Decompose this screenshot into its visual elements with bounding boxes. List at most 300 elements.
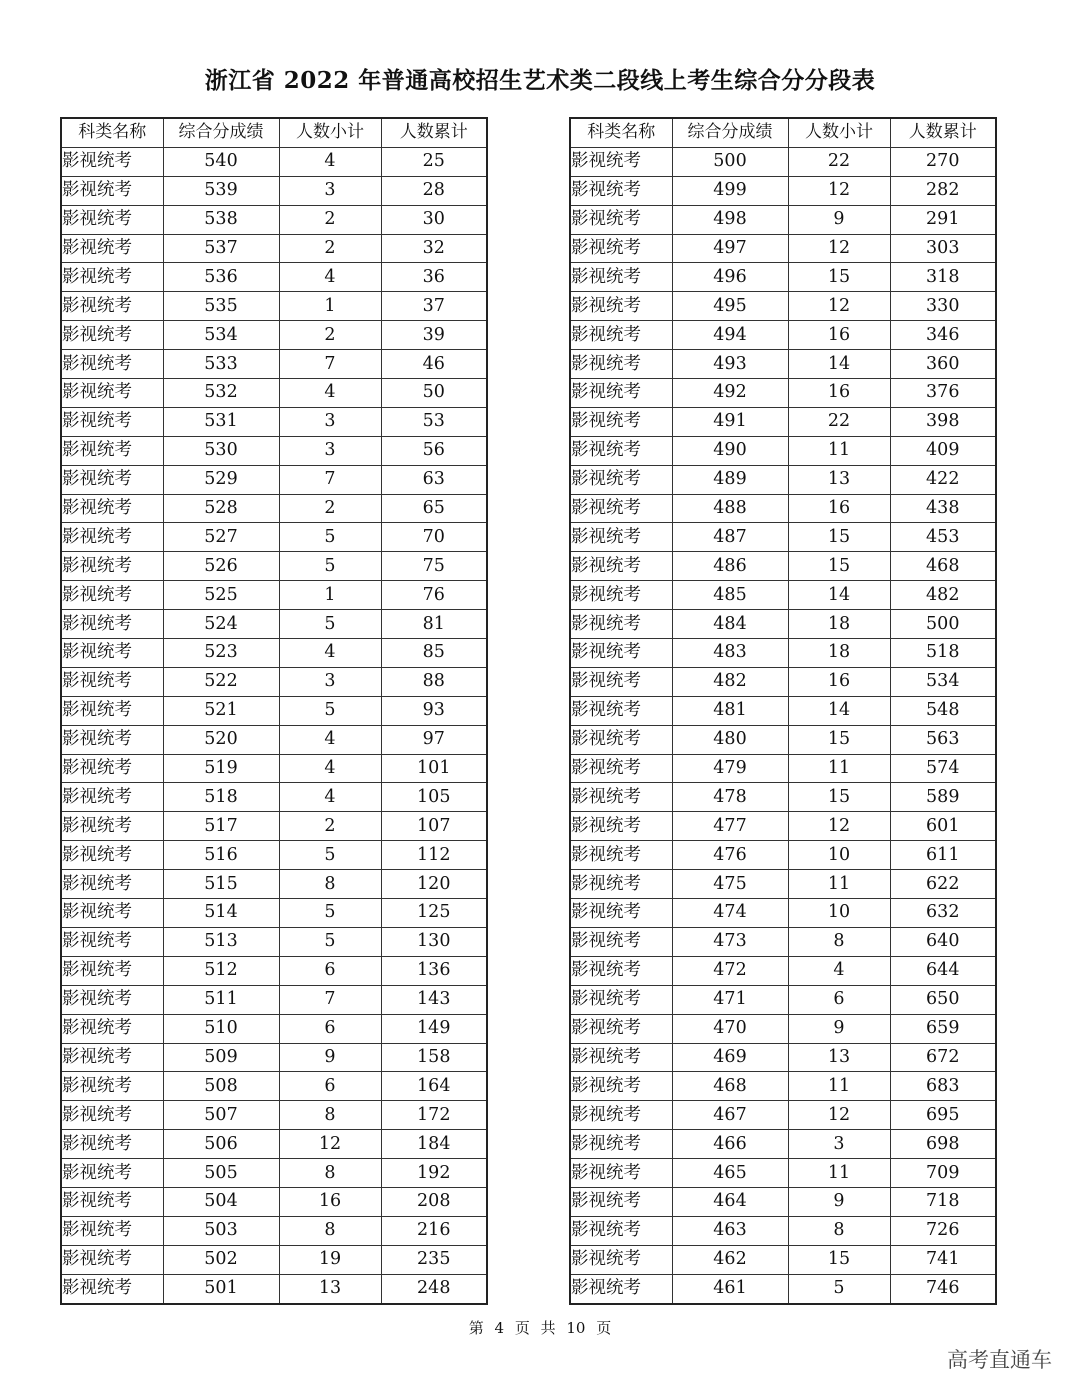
table-row: [61, 985, 487, 1014]
cell-count: 1: [279, 292, 381, 321]
cell-category: 影视统考: [61, 350, 163, 379]
cell-score: 507: [163, 1101, 279, 1130]
table-row: [61, 176, 487, 205]
cell-category: 影视统考: [570, 667, 672, 696]
cell-count: 1: [279, 581, 381, 610]
cell-cumulative: 93: [381, 696, 487, 725]
cell-category: 影视统考: [61, 927, 163, 956]
cell-category: 影视统考: [570, 783, 672, 812]
cell-category: 影视统考: [570, 205, 672, 234]
cell-count: 3: [279, 407, 381, 436]
cell-count: 5: [279, 552, 381, 581]
cell-count: 15: [788, 263, 890, 292]
cell-category: 影视统考: [61, 841, 163, 870]
cell-category: 影视统考: [61, 1101, 163, 1130]
cell-score: 486: [672, 552, 788, 581]
cell-score: 495: [672, 292, 788, 321]
cell-score: 462: [672, 1245, 788, 1274]
cell-score: 503: [163, 1216, 279, 1245]
cell-cumulative: 192: [381, 1159, 487, 1188]
score-table-left-body: [61, 147, 487, 1303]
score-table-right: [569, 117, 997, 1305]
cell-score: 518: [163, 783, 279, 812]
cell-category: 影视统考: [570, 754, 672, 783]
cell-cumulative: 376: [890, 379, 996, 408]
cell-cumulative: 611: [890, 841, 996, 870]
cell-count: 2: [279, 494, 381, 523]
cell-score: 473: [672, 927, 788, 956]
cell-count: 9: [788, 205, 890, 234]
cell-score: 475: [672, 870, 788, 899]
table-row: [570, 1159, 996, 1188]
cell-cumulative: 63: [381, 465, 487, 494]
table-row: [570, 581, 996, 610]
cell-count: 15: [788, 1245, 890, 1274]
cell-score: 496: [672, 263, 788, 292]
cell-cumulative: 659: [890, 1014, 996, 1043]
cell-category: 影视统考: [570, 292, 672, 321]
cell-cumulative: 672: [890, 1043, 996, 1072]
table-row: [61, 667, 487, 696]
cell-category: 影视统考: [570, 1043, 672, 1072]
cell-score: 529: [163, 465, 279, 494]
cell-category: 影视统考: [570, 1014, 672, 1043]
cell-count: 16: [788, 379, 890, 408]
cell-cumulative: 346: [890, 321, 996, 350]
cell-category: 影视统考: [61, 899, 163, 928]
cell-category: 影视统考: [570, 494, 672, 523]
cell-cumulative: 683: [890, 1072, 996, 1101]
cell-category: 影视统考: [61, 667, 163, 696]
cell-cumulative: 46: [381, 350, 487, 379]
cell-score: 520: [163, 725, 279, 754]
cell-category: 影视统考: [61, 494, 163, 523]
cell-cumulative: 75: [381, 552, 487, 581]
cell-cumulative: 398: [890, 407, 996, 436]
cell-count: 6: [279, 1072, 381, 1101]
cell-count: 4: [279, 379, 381, 408]
table-row: [570, 234, 996, 263]
cell-category: 影视统考: [61, 523, 163, 552]
table-row: [570, 205, 996, 234]
cell-count: 11: [788, 870, 890, 899]
cell-score: 468: [672, 1072, 788, 1101]
cell-category: 影视统考: [61, 292, 163, 321]
table-row: [61, 956, 487, 985]
cell-cumulative: 149: [381, 1014, 487, 1043]
cell-count: 11: [788, 436, 890, 465]
cell-count: 15: [788, 725, 890, 754]
table-row: [570, 1216, 996, 1245]
cell-category: 影视统考: [570, 176, 672, 205]
column-header-count: 人数小计: [279, 118, 381, 147]
cell-cumulative: 172: [381, 1101, 487, 1130]
table-row: [570, 1101, 996, 1130]
cell-cumulative: 718: [890, 1187, 996, 1216]
cell-count: 15: [788, 523, 890, 552]
cell-score: 470: [672, 1014, 788, 1043]
cell-count: 2: [279, 812, 381, 841]
cell-count: 5: [279, 927, 381, 956]
table-row: [570, 552, 996, 581]
cell-cumulative: 409: [890, 436, 996, 465]
cell-cumulative: 88: [381, 667, 487, 696]
table-row: [61, 292, 487, 321]
cell-count: 14: [788, 581, 890, 610]
cell-score: 478: [672, 783, 788, 812]
cell-cumulative: 235: [381, 1245, 487, 1274]
cell-count: 12: [788, 234, 890, 263]
cell-cumulative: 70: [381, 523, 487, 552]
cell-cumulative: 574: [890, 754, 996, 783]
cell-cumulative: 746: [890, 1274, 996, 1303]
table-row: [61, 841, 487, 870]
cell-category: 影视统考: [61, 639, 163, 668]
cell-category: 影视统考: [61, 696, 163, 725]
table-row: [570, 147, 996, 176]
table-row: [570, 1274, 996, 1303]
cell-score: 513: [163, 927, 279, 956]
table-row: [61, 205, 487, 234]
cell-cumulative: 330: [890, 292, 996, 321]
cell-count: 4: [279, 263, 381, 292]
cell-cumulative: 28: [381, 176, 487, 205]
table-row: [61, 1216, 487, 1245]
cell-category: 影视统考: [61, 610, 163, 639]
cell-score: 499: [672, 176, 788, 205]
cell-count: 5: [788, 1274, 890, 1303]
cell-score: 512: [163, 956, 279, 985]
cell-score: 500: [672, 147, 788, 176]
table-row: [570, 985, 996, 1014]
cell-count: 11: [788, 754, 890, 783]
column-header-count: 人数小计: [788, 118, 890, 147]
cell-category: 影视统考: [570, 1274, 672, 1303]
table-row: [570, 176, 996, 205]
cell-cumulative: 36: [381, 263, 487, 292]
cell-count: 22: [788, 407, 890, 436]
column-header-category: 科类名称: [570, 118, 672, 147]
table-row: [61, 1159, 487, 1188]
cell-category: 影视统考: [61, 176, 163, 205]
table-row: [570, 1072, 996, 1101]
cell-count: 12: [788, 176, 890, 205]
table-header-row: [61, 118, 487, 147]
table-row: [570, 1245, 996, 1274]
cell-category: 影视统考: [570, 1072, 672, 1101]
cell-category: 影视统考: [61, 1245, 163, 1274]
table-row: [570, 292, 996, 321]
cell-cumulative: 741: [890, 1245, 996, 1274]
cell-category: 影视统考: [570, 1159, 672, 1188]
cell-count: 11: [788, 1159, 890, 1188]
cell-cumulative: 120: [381, 870, 487, 899]
cell-count: 8: [788, 1216, 890, 1245]
cell-count: 4: [279, 783, 381, 812]
cell-category: 影视统考: [61, 263, 163, 292]
cell-cumulative: 125: [381, 899, 487, 928]
cell-category: 影视统考: [61, 205, 163, 234]
cell-count: 10: [788, 841, 890, 870]
cell-cumulative: 601: [890, 812, 996, 841]
cell-count: 16: [788, 321, 890, 350]
cell-cumulative: 107: [381, 812, 487, 841]
cell-count: 12: [279, 1130, 381, 1159]
cell-score: 538: [163, 205, 279, 234]
cell-count: 8: [279, 1159, 381, 1188]
cell-category: 影视统考: [570, 523, 672, 552]
cell-category: 影视统考: [570, 639, 672, 668]
score-table-right-body: [570, 147, 996, 1303]
table-row: [61, 899, 487, 928]
cell-category: 影视统考: [570, 956, 672, 985]
cell-category: 影视统考: [570, 610, 672, 639]
cell-category: 影视统考: [570, 321, 672, 350]
cell-score: 536: [163, 263, 279, 292]
cell-score: 528: [163, 494, 279, 523]
cell-cumulative: 216: [381, 1216, 487, 1245]
cell-cumulative: 644: [890, 956, 996, 985]
table-row: [61, 1130, 487, 1159]
cell-cumulative: 534: [890, 667, 996, 696]
cell-count: 12: [788, 812, 890, 841]
cell-count: 8: [279, 1101, 381, 1130]
cell-score: 490: [672, 436, 788, 465]
cell-score: 531: [163, 407, 279, 436]
cell-category: 影视统考: [61, 147, 163, 176]
table-row: [61, 696, 487, 725]
cell-score: 489: [672, 465, 788, 494]
cell-score: 504: [163, 1187, 279, 1216]
cell-category: 影视统考: [61, 985, 163, 1014]
cell-category: 影视统考: [61, 436, 163, 465]
cell-score: 484: [672, 610, 788, 639]
table-row: [61, 234, 487, 263]
cell-count: 7: [279, 350, 381, 379]
table-row: [570, 379, 996, 408]
table-row: [570, 667, 996, 696]
cell-cumulative: 650: [890, 985, 996, 1014]
table-row: [570, 1043, 996, 1072]
cell-count: 4: [279, 639, 381, 668]
cell-count: 3: [279, 176, 381, 205]
cell-score: 523: [163, 639, 279, 668]
cell-cumulative: 136: [381, 956, 487, 985]
cell-category: 影视统考: [61, 321, 163, 350]
table-row: [61, 350, 487, 379]
cell-score: 517: [163, 812, 279, 841]
cell-cumulative: 65: [381, 494, 487, 523]
cell-category: 影视统考: [570, 263, 672, 292]
cell-count: 9: [279, 1043, 381, 1072]
cell-cumulative: 81: [381, 610, 487, 639]
cell-cumulative: 158: [381, 1043, 487, 1072]
table-row: [570, 899, 996, 928]
cell-category: 影视统考: [61, 1130, 163, 1159]
cell-cumulative: 50: [381, 379, 487, 408]
cell-category: 影视统考: [570, 407, 672, 436]
cell-category: 影视统考: [570, 1101, 672, 1130]
cell-count: 3: [279, 436, 381, 465]
table-row: [570, 927, 996, 956]
cell-score: 527: [163, 523, 279, 552]
cell-score: 464: [672, 1187, 788, 1216]
cell-cumulative: 112: [381, 841, 487, 870]
cell-category: 影视统考: [570, 927, 672, 956]
cell-cumulative: 518: [890, 639, 996, 668]
cell-cumulative: 422: [890, 465, 996, 494]
cell-cumulative: 303: [890, 234, 996, 263]
cell-count: 16: [788, 494, 890, 523]
cell-score: 493: [672, 350, 788, 379]
cell-category: 影视统考: [570, 841, 672, 870]
score-table-left: [60, 117, 488, 1305]
cell-count: 5: [279, 696, 381, 725]
cell-score: 505: [163, 1159, 279, 1188]
table-row: [61, 870, 487, 899]
cell-cumulative: 563: [890, 725, 996, 754]
cell-category: 影视统考: [61, 1014, 163, 1043]
cell-cumulative: 248: [381, 1274, 487, 1303]
cell-score: 476: [672, 841, 788, 870]
table-row: [570, 812, 996, 841]
cell-cumulative: 709: [890, 1159, 996, 1188]
cell-cumulative: 438: [890, 494, 996, 523]
cell-category: 影视统考: [570, 465, 672, 494]
cell-score: 525: [163, 581, 279, 610]
cell-score: 483: [672, 639, 788, 668]
cell-score: 472: [672, 956, 788, 985]
table-row: [570, 1014, 996, 1043]
table-row: [570, 436, 996, 465]
cell-score: 506: [163, 1130, 279, 1159]
cell-cumulative: 632: [890, 899, 996, 928]
cell-score: 540: [163, 147, 279, 176]
cell-category: 影视统考: [61, 725, 163, 754]
cell-cumulative: 291: [890, 205, 996, 234]
table-row: [570, 841, 996, 870]
cell-category: 影视统考: [570, 147, 672, 176]
cell-count: 5: [279, 523, 381, 552]
cell-cumulative: 39: [381, 321, 487, 350]
cell-score: 480: [672, 725, 788, 754]
table-row: [61, 379, 487, 408]
cell-score: 494: [672, 321, 788, 350]
cell-category: 影视统考: [570, 436, 672, 465]
column-header-category: 科类名称: [61, 118, 163, 147]
table-row: [61, 407, 487, 436]
cell-count: 8: [279, 870, 381, 899]
cell-category: 影视统考: [61, 1159, 163, 1188]
cell-score: 481: [672, 696, 788, 725]
cell-score: 516: [163, 841, 279, 870]
cell-score: 477: [672, 812, 788, 841]
table-row: [570, 696, 996, 725]
table-row: [570, 494, 996, 523]
cell-cumulative: 76: [381, 581, 487, 610]
cell-count: 3: [788, 1130, 890, 1159]
cell-cumulative: 589: [890, 783, 996, 812]
cell-count: 4: [279, 147, 381, 176]
cell-count: 15: [788, 783, 890, 812]
cell-score: 488: [672, 494, 788, 523]
cell-category: 影视统考: [61, 407, 163, 436]
cell-cumulative: 360: [890, 350, 996, 379]
cell-count: 7: [279, 465, 381, 494]
table-row: [570, 321, 996, 350]
cell-category: 影视统考: [61, 870, 163, 899]
cell-cumulative: 25: [381, 147, 487, 176]
cell-count: 9: [788, 1014, 890, 1043]
cell-count: 5: [279, 610, 381, 639]
table-row: [61, 465, 487, 494]
cell-count: 4: [788, 956, 890, 985]
cell-score: 461: [672, 1274, 788, 1303]
cell-count: 18: [788, 610, 890, 639]
cell-score: 522: [163, 667, 279, 696]
cell-score: 514: [163, 899, 279, 928]
table-row: [570, 1130, 996, 1159]
cell-category: 影视统考: [61, 812, 163, 841]
cell-count: 13: [279, 1274, 381, 1303]
table-row: [61, 436, 487, 465]
cell-count: 2: [279, 234, 381, 263]
table-row: [61, 610, 487, 639]
cell-count: 22: [788, 147, 890, 176]
cell-cumulative: 500: [890, 610, 996, 639]
cell-score: 501: [163, 1274, 279, 1303]
cell-cumulative: 726: [890, 1216, 996, 1245]
cell-category: 影视统考: [570, 1216, 672, 1245]
cell-cumulative: 695: [890, 1101, 996, 1130]
table-row: [570, 465, 996, 494]
cell-score: 537: [163, 234, 279, 263]
cell-cumulative: 482: [890, 581, 996, 610]
cell-count: 14: [788, 696, 890, 725]
watermark-text: 高考直通车: [947, 1348, 1052, 1372]
cell-score: 511: [163, 985, 279, 1014]
table-row: [570, 783, 996, 812]
cell-score: 474: [672, 899, 788, 928]
cell-category: 影视统考: [570, 696, 672, 725]
cell-score: 479: [672, 754, 788, 783]
cell-category: 影视统考: [570, 379, 672, 408]
column-header-cumulative: 人数累计: [890, 118, 996, 147]
cell-category: 影视统考: [61, 1274, 163, 1303]
cell-count: 2: [279, 205, 381, 234]
cell-category: 影视统考: [570, 725, 672, 754]
cell-category: 影视统考: [570, 985, 672, 1014]
cell-count: 12: [788, 1101, 890, 1130]
table-row: [61, 494, 487, 523]
cell-score: 526: [163, 552, 279, 581]
cell-score: 519: [163, 754, 279, 783]
cell-category: 影视统考: [61, 956, 163, 985]
cell-count: 15: [788, 552, 890, 581]
cell-count: 19: [279, 1245, 381, 1274]
cell-category: 影视统考: [570, 1130, 672, 1159]
cell-score: 510: [163, 1014, 279, 1043]
cell-cumulative: 270: [890, 147, 996, 176]
table-row: [570, 407, 996, 436]
cell-count: 6: [788, 985, 890, 1014]
cell-count: 10: [788, 899, 890, 928]
table-row: [61, 1187, 487, 1216]
table-row: [570, 956, 996, 985]
table-row: [61, 1274, 487, 1303]
cell-cumulative: 640: [890, 927, 996, 956]
cell-score: 471: [672, 985, 788, 1014]
